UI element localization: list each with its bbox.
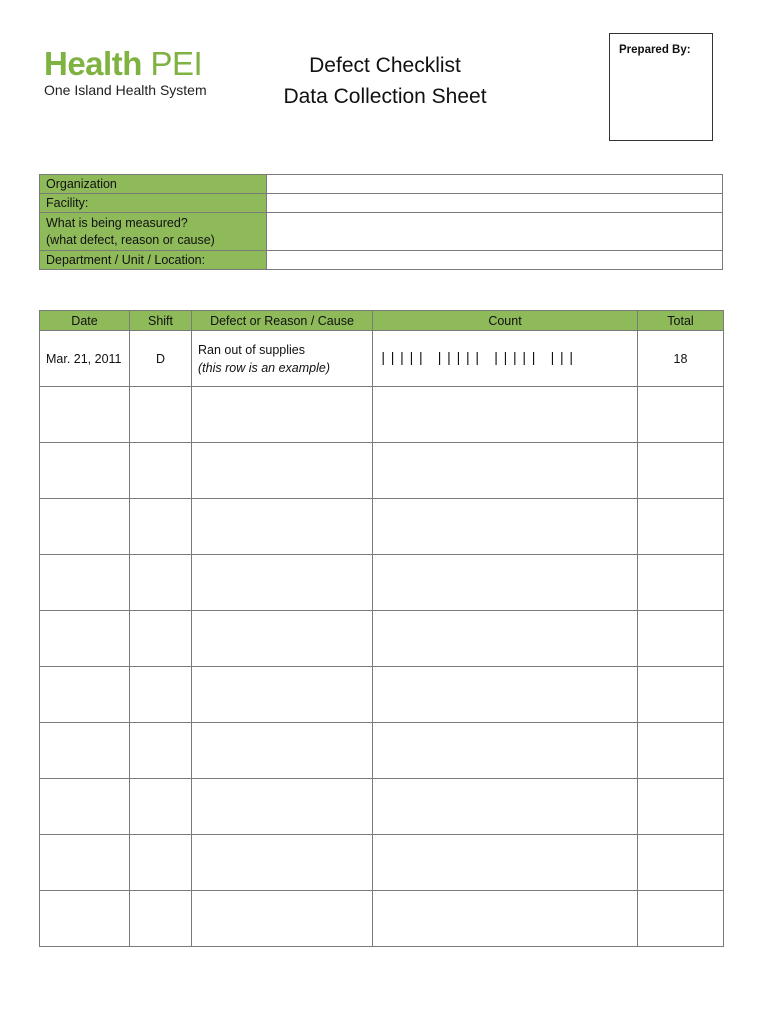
info-row-organization	[40, 175, 723, 194]
date-cell[interactable]	[40, 443, 130, 499]
example-defect	[192, 331, 373, 387]
example-row	[40, 331, 724, 387]
department-field[interactable]	[267, 251, 723, 270]
example-defect-text: Ran out of supplies	[198, 342, 306, 357]
header-total: Total	[638, 311, 724, 331]
healthpei-logo	[44, 46, 207, 98]
header-shift: Shift	[130, 311, 192, 331]
measured-field[interactable]	[267, 213, 723, 251]
defect-cell[interactable]	[192, 555, 373, 611]
organization-field[interactable]	[267, 175, 723, 194]
example-date: Mar. 21, 2011	[40, 331, 130, 387]
header-count: Count	[373, 311, 638, 331]
defect-cell[interactable]	[192, 891, 373, 947]
shift-cell[interactable]	[130, 611, 192, 667]
example-note: (this row is an example)	[198, 360, 330, 375]
table-row	[40, 835, 724, 891]
count-cell[interactable]	[373, 835, 638, 891]
defect-cell[interactable]	[192, 723, 373, 779]
date-cell[interactable]	[40, 387, 130, 443]
total-cell[interactable]	[638, 779, 724, 835]
logo-tagline: One Island Health System	[44, 82, 207, 98]
defect-cell[interactable]	[192, 835, 373, 891]
shift-cell[interactable]	[130, 387, 192, 443]
total-cell[interactable]	[638, 667, 724, 723]
date-cell[interactable]	[40, 611, 130, 667]
date-cell[interactable]	[40, 891, 130, 947]
measured-label-line-1: What is being measured?	[46, 215, 188, 230]
total-cell[interactable]	[638, 443, 724, 499]
date-cell[interactable]	[40, 835, 130, 891]
count-cell[interactable]	[373, 387, 638, 443]
facility-field[interactable]	[267, 194, 723, 213]
count-cell[interactable]	[373, 723, 638, 779]
defect-cell[interactable]	[192, 611, 373, 667]
defect-data-table	[39, 310, 724, 947]
count-cell[interactable]	[373, 891, 638, 947]
date-cell[interactable]	[40, 667, 130, 723]
title-line-1: Defect Checklist	[309, 54, 461, 77]
count-cell[interactable]	[373, 555, 638, 611]
total-cell[interactable]	[638, 555, 724, 611]
data-table-header-row	[40, 311, 724, 331]
total-cell[interactable]	[638, 611, 724, 667]
shift-cell[interactable]	[130, 723, 192, 779]
facility-label: Facility:	[40, 194, 267, 213]
info-table	[39, 174, 723, 270]
table-row	[40, 555, 724, 611]
count-cell[interactable]	[373, 779, 638, 835]
date-cell[interactable]	[40, 779, 130, 835]
shift-cell[interactable]	[130, 891, 192, 947]
table-row	[40, 779, 724, 835]
shift-cell[interactable]	[130, 555, 192, 611]
example-shift: D	[130, 331, 192, 387]
total-cell[interactable]	[638, 835, 724, 891]
info-row-measured	[40, 213, 723, 251]
title-line-2: Data Collection Sheet	[283, 85, 487, 108]
date-cell[interactable]	[40, 555, 130, 611]
total-cell[interactable]	[638, 387, 724, 443]
organization-label: Organization	[40, 175, 267, 194]
table-row	[40, 443, 724, 499]
table-row	[40, 723, 724, 779]
shift-cell[interactable]	[130, 499, 192, 555]
example-count-tally: ||||| ||||| ||||| |||	[373, 331, 638, 387]
table-row	[40, 667, 724, 723]
table-row	[40, 891, 724, 947]
total-cell[interactable]	[638, 499, 724, 555]
table-row	[40, 387, 724, 443]
defect-cell[interactable]	[192, 443, 373, 499]
info-row-facility	[40, 194, 723, 213]
measured-label	[40, 213, 267, 251]
defect-cell[interactable]	[192, 779, 373, 835]
logo-wordmark	[44, 46, 207, 82]
shift-cell[interactable]	[130, 835, 192, 891]
prepared-by-box[interactable]	[609, 33, 713, 141]
logo-brand-main: Health	[44, 45, 142, 82]
table-row	[40, 611, 724, 667]
date-cell[interactable]	[40, 499, 130, 555]
shift-cell[interactable]	[130, 667, 192, 723]
total-cell[interactable]	[638, 723, 724, 779]
count-cell[interactable]	[373, 611, 638, 667]
page-title	[260, 50, 510, 112]
defect-cell[interactable]	[192, 387, 373, 443]
shift-cell[interactable]	[130, 443, 192, 499]
info-row-department	[40, 251, 723, 270]
date-cell[interactable]	[40, 723, 130, 779]
table-row	[40, 499, 724, 555]
defect-cell[interactable]	[192, 667, 373, 723]
prepared-by-label: Prepared By:	[619, 44, 691, 56]
header-defect: Defect or Reason / Cause	[192, 311, 373, 331]
department-label: Department / Unit / Location:	[40, 251, 267, 270]
count-cell[interactable]	[373, 499, 638, 555]
logo-brand-suffix: PEI	[150, 45, 203, 82]
measured-label-line-2: (what defect, reason or cause)	[46, 232, 215, 247]
defect-cell[interactable]	[192, 499, 373, 555]
count-cell[interactable]	[373, 443, 638, 499]
total-cell[interactable]	[638, 891, 724, 947]
count-cell[interactable]	[373, 667, 638, 723]
header-date: Date	[40, 311, 130, 331]
example-total: 18	[638, 331, 724, 387]
shift-cell[interactable]	[130, 779, 192, 835]
